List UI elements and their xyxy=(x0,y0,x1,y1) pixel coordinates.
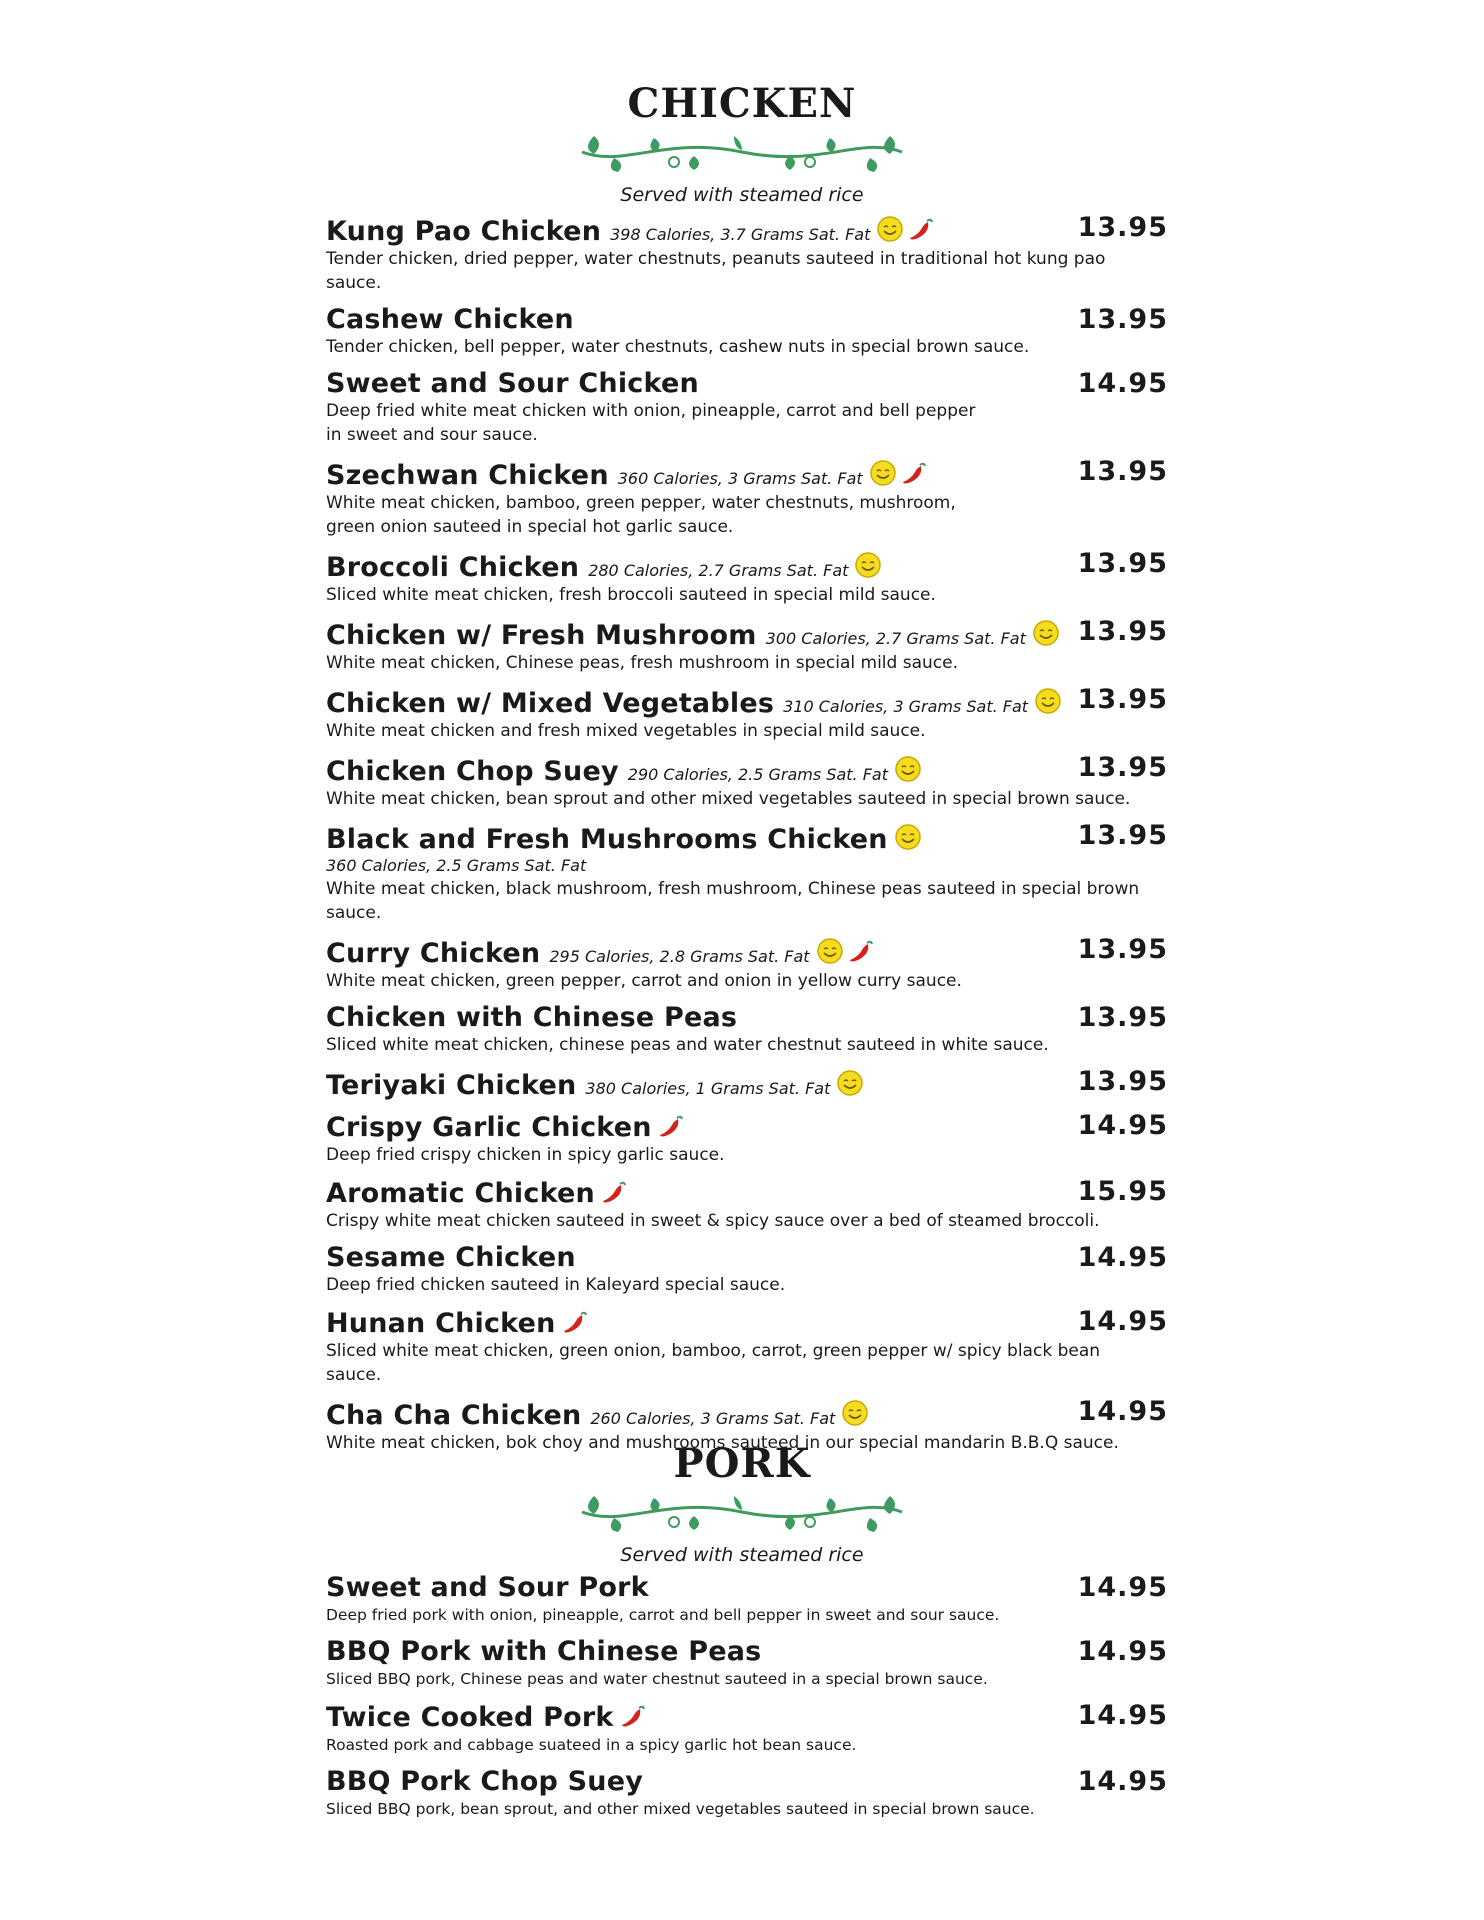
smiley-face-icon xyxy=(854,551,882,583)
smiley-face-icon xyxy=(1032,619,1060,651)
dish-price: 13.95 xyxy=(1077,820,1168,851)
menu-item-header xyxy=(326,1572,1168,1603)
dish-description: White meat chicken, black mushroom, fresh mushroom, Chinese peas sauteed in special brown sauce. xyxy=(326,879,1140,923)
dish-name: Cashew Chicken xyxy=(326,304,574,335)
calorie-info: 290 Calories, 2.5 Grams Sat. Fat xyxy=(627,765,888,784)
menu-item-header xyxy=(326,1636,1168,1667)
dish-name: Sweet and Sour Pork xyxy=(326,1572,649,1603)
menu-item xyxy=(326,1002,1168,1057)
calorie-info: 398 Calories, 3.7 Grams Sat. Fat xyxy=(610,225,871,244)
dish-description: green onion sauteed in special hot garlic sauce. xyxy=(326,517,734,537)
menu-item-header xyxy=(326,1242,1168,1273)
menu-item-header xyxy=(326,1110,1168,1143)
dish-price: 14.95 xyxy=(1077,1306,1168,1337)
dish-icons xyxy=(876,215,934,247)
menu-item-header xyxy=(326,212,1168,247)
smiley-face-icon xyxy=(869,459,897,491)
calorie-info: 310 Calories, 3 Grams Sat. Fat xyxy=(783,697,1029,716)
dish-description: White meat chicken, bean sprout and other mixed vegetables sauteed in special brown sauce. xyxy=(326,789,1131,809)
calorie-info: 260 Calories, 3 Grams Sat. Fat xyxy=(590,1409,836,1428)
menu-item xyxy=(326,752,1168,811)
dish-name: Sesame Chicken xyxy=(326,1242,576,1273)
menu-item-header xyxy=(326,752,1168,787)
dish-name: BBQ Pork with Chinese Peas xyxy=(326,1636,762,1667)
dish-icons xyxy=(620,1703,646,1733)
menu-item xyxy=(326,1636,1168,1691)
chili-pepper-icon xyxy=(658,1113,684,1143)
chili-pepper-icon xyxy=(562,1309,588,1339)
dish-name: BBQ Pork Chop Suey xyxy=(326,1766,644,1797)
dish-price: 14.95 xyxy=(1077,1242,1168,1273)
dish-price: 13.95 xyxy=(1077,684,1168,715)
dish-icons xyxy=(894,823,922,855)
menu-item-header xyxy=(326,456,1168,491)
dish-description: in sweet and sour sauce. xyxy=(326,425,538,445)
dish-description: Sliced BBQ pork, bean sprout, and other mixed vegetables sauteed in special brown sauce. xyxy=(326,1800,1035,1818)
dish-price: 13.95 xyxy=(1077,616,1168,647)
dish-description: Crispy white meat chicken sauteed in sweet & spicy sauce over a bed of steamed broccoli. xyxy=(326,1211,1100,1231)
dish-name: Crispy Garlic Chicken xyxy=(326,1112,652,1143)
calorie-info: 295 Calories, 2.8 Grams Sat. Fat xyxy=(549,947,810,966)
dish-description: Tender chicken, dried pepper, water chestnuts, peanuts sauteed in traditional hot kung pao sauce. xyxy=(326,249,1106,293)
dish-description: Sliced white meat chicken, green onion, bamboo, carrot, green pepper w/ spicy black bean sauce. xyxy=(326,1341,1101,1385)
dish-icons xyxy=(1032,619,1060,651)
chili-pepper-icon xyxy=(908,216,934,246)
dish-price: 14.95 xyxy=(1077,1766,1168,1797)
menu-item xyxy=(326,1110,1168,1167)
dish-price: 14.95 xyxy=(1077,1636,1168,1667)
chili-pepper-icon xyxy=(848,938,874,968)
menu-item xyxy=(326,1306,1168,1387)
chili-pepper-icon xyxy=(601,1179,627,1209)
smiley-face-icon xyxy=(1034,687,1062,719)
section-subtitle: Served with steamed rice xyxy=(620,1544,864,1566)
dish-price: 13.95 xyxy=(1077,548,1168,579)
dish-name: Broccoli Chicken xyxy=(326,552,580,583)
dish-price: 14.95 xyxy=(1077,1572,1168,1603)
menu-item xyxy=(326,934,1168,993)
calorie-info: 360 Calories, 3 Grams Sat. Fat xyxy=(617,469,863,488)
dish-price: 13.95 xyxy=(1077,456,1168,487)
dish-name: Teriyaki Chicken xyxy=(326,1070,577,1101)
dish-name: Kung Pao Chicken xyxy=(326,216,602,247)
smiley-face-icon xyxy=(894,755,922,787)
dish-name: Chicken Chop Suey xyxy=(326,756,619,787)
dish-name: Chicken w/ Fresh Mushroom xyxy=(326,620,757,651)
dish-price: 14.95 xyxy=(1077,368,1168,399)
dish-description: Deep fried crispy chicken in spicy garlic sauce. xyxy=(326,1145,725,1165)
dish-price: 13.95 xyxy=(1077,212,1168,243)
menu-item xyxy=(326,820,1168,925)
menu-item-header xyxy=(326,616,1168,651)
dish-description: Deep fried pork with onion, pineapple, carrot and bell pepper in sweet and sour sauce. xyxy=(326,1606,1000,1624)
dish-name: Chicken w/ Mixed Vegetables xyxy=(326,688,775,719)
dish-description: White meat chicken, bok choy and mushrooms sauteed in our special mandarin B.B.Q sauce. xyxy=(326,1433,1119,1453)
menu-item-header xyxy=(326,934,1168,969)
menu-item-header xyxy=(326,684,1168,719)
dish-icons xyxy=(816,937,874,969)
menu-item xyxy=(326,212,1168,295)
dish-description: Sliced white meat chicken, chinese peas and water chestnut sauteed in white sauce. xyxy=(326,1035,1049,1055)
dish-name: Szechwan Chicken xyxy=(326,460,609,491)
dish-name: Aromatic Chicken xyxy=(326,1178,595,1209)
dish-price: 13.95 xyxy=(1077,1002,1168,1033)
dish-icons xyxy=(894,755,922,787)
dish-name: Black and Fresh Mushrooms Chicken xyxy=(326,824,888,855)
menu-item xyxy=(326,616,1168,675)
calorie-info: 380 Calories, 1 Grams Sat. Fat xyxy=(585,1079,831,1098)
smiley-face-icon xyxy=(836,1069,864,1101)
menu-item xyxy=(326,1572,1168,1627)
section-title: PORK xyxy=(673,1440,811,1487)
menu-item xyxy=(326,1766,1168,1821)
dish-description: Roasted pork and cabbage suateed in a spicy garlic hot bean sauce. xyxy=(326,1736,857,1754)
dish-price: 13.95 xyxy=(1077,752,1168,783)
menu-item-header xyxy=(326,548,1168,583)
menu-item-header xyxy=(326,1396,1168,1431)
menu-item-header xyxy=(326,1176,1168,1209)
chili-pepper-icon xyxy=(901,460,927,490)
dish-icons xyxy=(841,1399,869,1431)
dish-name: Chicken with Chinese Peas xyxy=(326,1002,738,1033)
menu-item xyxy=(326,684,1168,743)
chicken-menu-list xyxy=(326,212,1168,1455)
menu-item-header xyxy=(326,1306,1168,1339)
dish-description: Sliced white meat chicken, fresh broccoli sauteed in special mild sauce. xyxy=(326,585,936,605)
dish-price: 13.95 xyxy=(1077,1066,1168,1097)
dish-price: 14.95 xyxy=(1077,1700,1168,1731)
dish-name: Cha Cha Chicken xyxy=(326,1400,582,1431)
calorie-info: 280 Calories, 2.7 Grams Sat. Fat xyxy=(588,561,849,580)
menu-item-header xyxy=(326,1700,1168,1733)
chicken-section-header xyxy=(0,82,1484,206)
dish-icons xyxy=(1034,687,1062,719)
dish-icons xyxy=(658,1113,684,1143)
menu-item xyxy=(326,548,1168,607)
menu-item-header xyxy=(326,304,1168,335)
dish-price: 13.95 xyxy=(1077,304,1168,335)
dish-description: Tender chicken, bell pepper, water chestnuts, cashew nuts in special brown sauce. xyxy=(326,337,1030,357)
menu-item xyxy=(326,1176,1168,1233)
dish-description: Sliced BBQ pork, Chinese peas and water chestnut sauteed in a special brown sauce. xyxy=(326,1670,988,1688)
dish-price: 13.95 xyxy=(1077,934,1168,965)
menu-item xyxy=(326,1066,1168,1101)
pork-menu-list xyxy=(326,1572,1168,1821)
dish-price: 14.95 xyxy=(1077,1110,1168,1141)
dish-name: Twice Cooked Pork xyxy=(326,1702,614,1733)
dish-description: White meat chicken and fresh mixed vegetables in special mild sauce. xyxy=(326,721,926,741)
pork-section-header xyxy=(0,1442,1484,1566)
menu-item xyxy=(326,304,1168,359)
dish-icons xyxy=(854,551,882,583)
dish-name: Sweet and Sour Chicken xyxy=(326,368,699,399)
calorie-info: 300 Calories, 2.7 Grams Sat. Fat xyxy=(765,629,1026,648)
smiley-face-icon xyxy=(841,1399,869,1431)
dish-description: White meat chicken, Chinese peas, fresh mushroom in special mild sauce. xyxy=(326,653,958,673)
dish-icons xyxy=(869,459,927,491)
menu-item xyxy=(326,1242,1168,1297)
menu-item-header xyxy=(326,1066,1168,1101)
dish-name: Curry Chicken xyxy=(326,938,541,969)
menu-item-header xyxy=(326,368,1168,399)
chili-pepper-icon xyxy=(620,1703,646,1733)
vine-ornament-icon xyxy=(574,1488,910,1534)
smiley-face-icon xyxy=(894,823,922,855)
menu-item xyxy=(326,368,1168,447)
menu-item-header xyxy=(326,820,1168,855)
dish-description: Deep fried chicken sauteed in Kaleyard special sauce. xyxy=(326,1275,786,1295)
smiley-face-icon xyxy=(876,215,904,247)
menu-item xyxy=(326,456,1168,539)
section-subtitle: Served with steamed rice xyxy=(620,184,864,206)
dish-price: 14.95 xyxy=(1077,1396,1168,1427)
dish-price: 15.95 xyxy=(1077,1176,1168,1207)
menu-item xyxy=(326,1700,1168,1757)
menu-item-header xyxy=(326,1002,1168,1033)
menu-item-header xyxy=(326,1766,1168,1797)
section-title: CHICKEN xyxy=(627,80,857,127)
dish-description: Deep fried white meat chicken with onion, pineapple, carrot and bell pepper xyxy=(326,401,976,421)
dish-icons xyxy=(601,1179,627,1209)
smiley-face-icon xyxy=(816,937,844,969)
dish-description: White meat chicken, bamboo, green pepper, water chestnuts, mushroom, xyxy=(326,493,956,513)
dish-description: White meat chicken, green pepper, carrot and onion in yellow curry sauce. xyxy=(326,971,962,991)
vine-ornament-icon xyxy=(574,128,910,174)
dish-name: Hunan Chicken xyxy=(326,1308,556,1339)
dish-icons xyxy=(836,1069,864,1101)
dish-icons xyxy=(562,1309,588,1339)
calorie-info: 360 Calories, 2.5 Grams Sat. Fat xyxy=(326,856,587,875)
